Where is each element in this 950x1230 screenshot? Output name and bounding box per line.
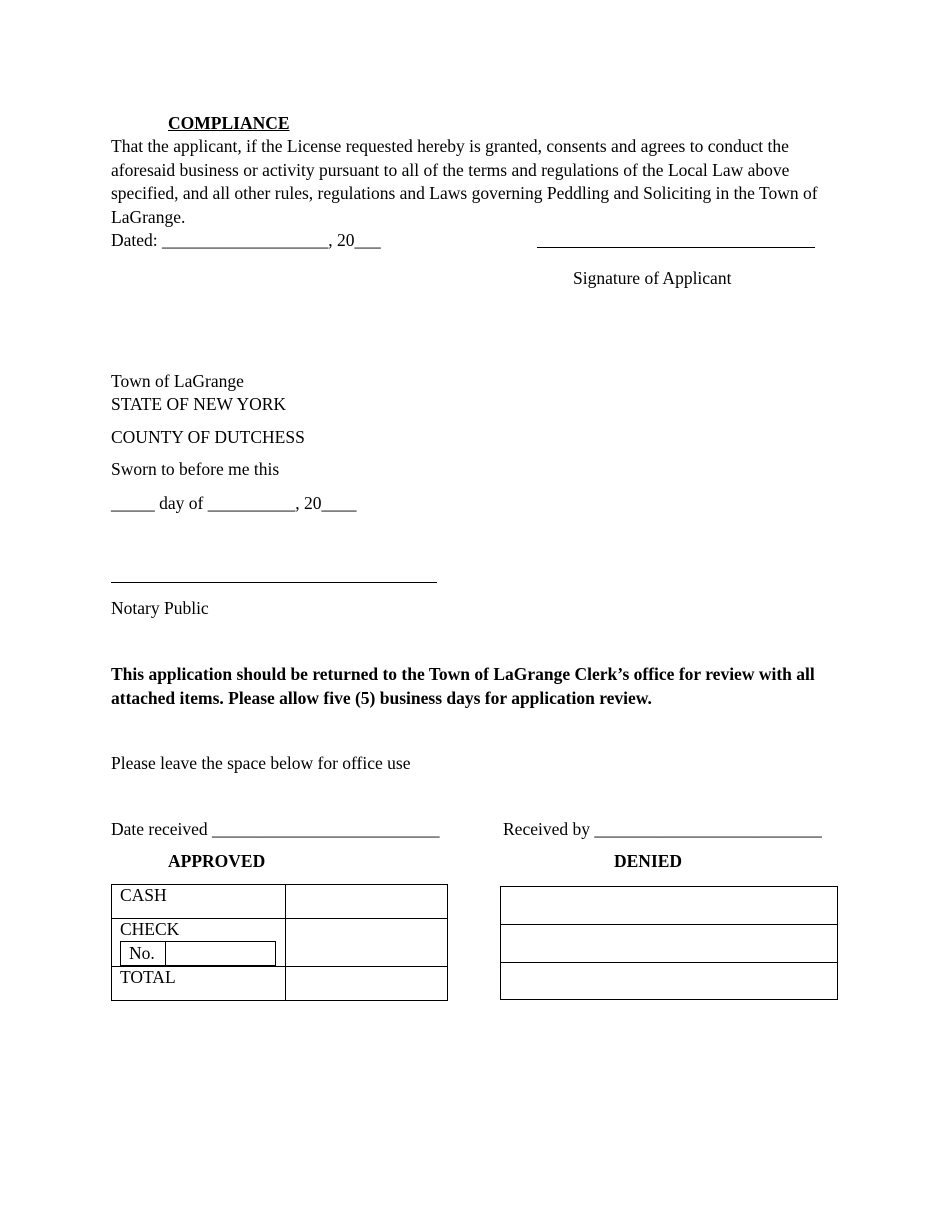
signature-line	[537, 247, 815, 248]
table-row	[112, 919, 448, 967]
notary-town: Town of LaGrange	[111, 371, 244, 391]
received-by-line: Received by __________________________	[503, 819, 822, 839]
notary-day-line: _____ day of __________, 20____	[111, 493, 357, 513]
cash-amount-cell[interactable]	[285, 885, 447, 919]
notary-state: STATE OF NEW YORK	[111, 394, 287, 414]
check-label: CHECK	[120, 919, 180, 939]
check-number-label: No.	[121, 942, 166, 965]
table-row	[112, 885, 448, 919]
denied-label: DENIED	[614, 851, 683, 871]
check-amount-cell[interactable]	[285, 919, 447, 967]
office-use-note: Please leave the space below for office use	[111, 753, 411, 773]
denied-cell[interactable]	[501, 963, 838, 1000]
instructions: This application should be returned to the Town of LaGrange Clerk’s office for review with all attached items. Please allow five (5) business days for application review.	[111, 664, 815, 708]
denied-cell[interactable]	[501, 925, 838, 963]
total-label: TOTAL	[112, 967, 286, 1001]
table-row	[501, 887, 838, 925]
date-received-line: Date received __________________________	[111, 819, 440, 839]
table-row	[501, 925, 838, 963]
denied-cell[interactable]	[501, 887, 838, 925]
check-number-field[interactable]	[166, 942, 275, 965]
dated-line: Dated: ___________________, 20___	[111, 230, 381, 250]
compliance-heading: COMPLIANCE	[168, 113, 290, 133]
table-row	[112, 967, 448, 1001]
table-row	[501, 963, 838, 1000]
signature-label: Signature of Applicant	[573, 268, 732, 288]
check-number-box	[120, 941, 276, 966]
notary-county: COUNTY OF DUTCHESS	[111, 427, 305, 447]
denied-table	[500, 886, 838, 1000]
compliance-paragraph: That the applicant, if the License requested hereby is granted, consents and agrees to conduct the aforesaid business or activity pursuant to all of the terms and regulations of the Local Law above specified, and all other rules, regulations and Laws governing Peddling and Soliciting in the Town of LaGrange.	[111, 136, 818, 227]
check-cell	[112, 919, 286, 967]
notary-public-label: Notary Public	[111, 598, 209, 618]
notary-signature-line	[111, 582, 437, 583]
total-amount-cell[interactable]	[285, 967, 447, 1001]
cash-label: CASH	[112, 885, 286, 919]
approved-label: APPROVED	[168, 851, 266, 871]
approved-payment-table	[111, 884, 448, 1001]
notary-sworn: Sworn to before me this	[111, 459, 280, 479]
